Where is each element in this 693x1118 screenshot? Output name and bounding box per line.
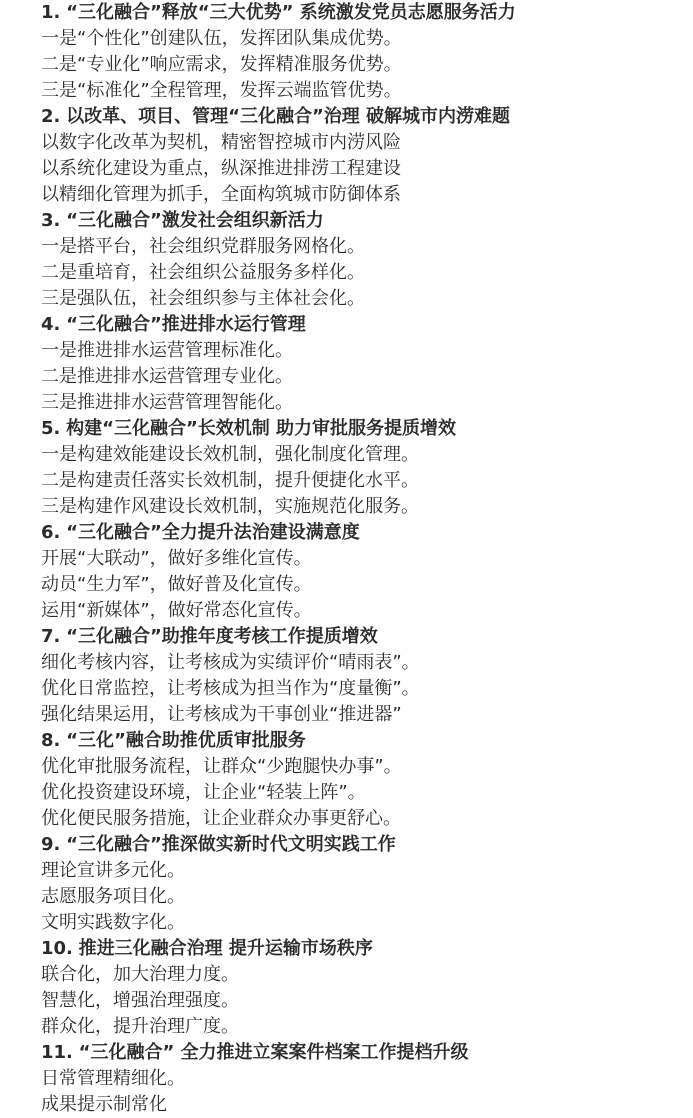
section-number: 6.: [41, 522, 61, 543]
list-item: 日常管理精细化。: [41, 1068, 185, 1089]
section-heading: [41, 832, 681, 858]
section-number: 7.: [41, 626, 61, 647]
section-number: 11.: [41, 1042, 73, 1063]
list-item: 三是“标准化”全程管理，发挥云端监管优势。: [41, 80, 402, 101]
section-heading: [41, 1040, 681, 1066]
section-title: “三化融合”推深做实新时代文明实践工作: [66, 834, 396, 855]
section-number: 5.: [41, 418, 61, 439]
list-item: 运用“新媒体”，做好常态化宣传。: [41, 600, 312, 621]
list-item: 以数字化改革为契机，精密智控城市内涝风险: [41, 132, 401, 153]
section-heading: [41, 936, 681, 962]
section-number: 10.: [41, 938, 73, 959]
list-item: 一是构建效能建设长效机制，强化制度化管理。: [41, 444, 419, 465]
section-heading: [41, 0, 681, 26]
section-heading: [41, 416, 681, 442]
section-number: 1.: [41, 2, 61, 23]
section-title: “三化融合”推进排水运行管理: [66, 314, 306, 335]
section-heading: [41, 520, 681, 546]
list-item: 三是推进排水运营管理智能化。: [41, 392, 293, 413]
section-title: “三化”融合助推优质审批服务: [66, 730, 306, 751]
list-item: 优化便民服务措施，让企业群众办事更舒心。: [41, 808, 401, 829]
list-item: 强化结果运用，让考核成为干事创业“推进器”: [41, 704, 402, 725]
section-title: 以改革、项目、管理“三化融合”治理 破解城市内涝难题: [66, 106, 511, 127]
document-body: [41, 0, 681, 1118]
list-item: 三是强队伍，社会组织参与主体社会化。: [41, 288, 365, 309]
list-item: 成果提示制常化: [41, 1094, 167, 1115]
list-item: 优化投资建设环境，让企业“轻装上阵”。: [41, 782, 366, 803]
section-title: 推进三化融合治理 提升运输市场秩序: [78, 938, 373, 959]
section-number: 2.: [41, 106, 61, 127]
section-title: “三化融合”激发社会组织新活力: [66, 210, 324, 231]
section-heading: [41, 104, 681, 130]
list-item: 开展“大联动”，做好多维化宣传。: [41, 548, 312, 569]
list-item: 智慧化，增强治理强度。: [41, 990, 239, 1011]
section-title: “三化融合”助推年度考核工作提质增效: [66, 626, 378, 647]
section-heading: [41, 624, 681, 650]
list-item: 二是重培育，社会组织公益服务多样化。: [41, 262, 365, 283]
section-number: 8.: [41, 730, 61, 751]
list-item: 细化考核内容，让考核成为实绩评价“晴雨表”。: [41, 652, 420, 673]
list-item: 一是搭平台，社会组织党群服务网格化。: [41, 236, 365, 257]
list-item: 以系统化建设为重点，纵深推进排涝工程建设: [41, 158, 401, 179]
list-item: 优化审批服务流程，让群众“少跑腿快办事”。: [41, 756, 402, 777]
section-heading: [41, 208, 681, 234]
list-item: 三是构建作风建设长效机制，实施规范化服务。: [41, 496, 419, 517]
section-number: 4.: [41, 314, 61, 335]
section-heading: [41, 312, 681, 338]
section-number: 9.: [41, 834, 61, 855]
list-item: 二是“专业化”响应需求，发挥精准服务优势。: [41, 54, 402, 75]
list-item: 以精细化管理为抓手，全面构筑城市防御体系: [41, 184, 401, 205]
section-title: 构建“三化融合”长效机制 助力审批服务提质增效: [66, 418, 457, 439]
list-item: 文明实践数字化。: [41, 912, 185, 933]
list-item: 优化日常监控，让考核成为担当作为“度量衡”。: [41, 678, 420, 699]
section-title: “三化融合”释放“三大优势” 系统激发党员志愿服务活力: [66, 2, 516, 23]
section-title: “三化融合” 全力推进立案案件档案工作提档升级: [78, 1042, 469, 1063]
list-item: 志愿服务项目化。: [41, 886, 185, 907]
section-heading: [41, 728, 681, 754]
list-item: 群众化，提升治理广度。: [41, 1016, 239, 1037]
list-item: 一是推进排水运营管理标准化。: [41, 340, 293, 361]
list-item: 二是构建责任落实长效机制，提升便捷化水平。: [41, 470, 419, 491]
section-title: “三化融合”全力提升法治建设满意度: [66, 522, 360, 543]
list-item: 理论宣讲多元化。: [41, 860, 185, 881]
list-item: 二是推进排水运营管理专业化。: [41, 366, 293, 387]
list-item: 一是“个性化”创建队伍，发挥团队集成优势。: [41, 28, 402, 49]
section-number: 3.: [41, 210, 61, 231]
list-item: 动员“生力军”，做好普及化宣传。: [41, 574, 312, 595]
list-item: 联合化，加大治理力度。: [41, 964, 239, 985]
